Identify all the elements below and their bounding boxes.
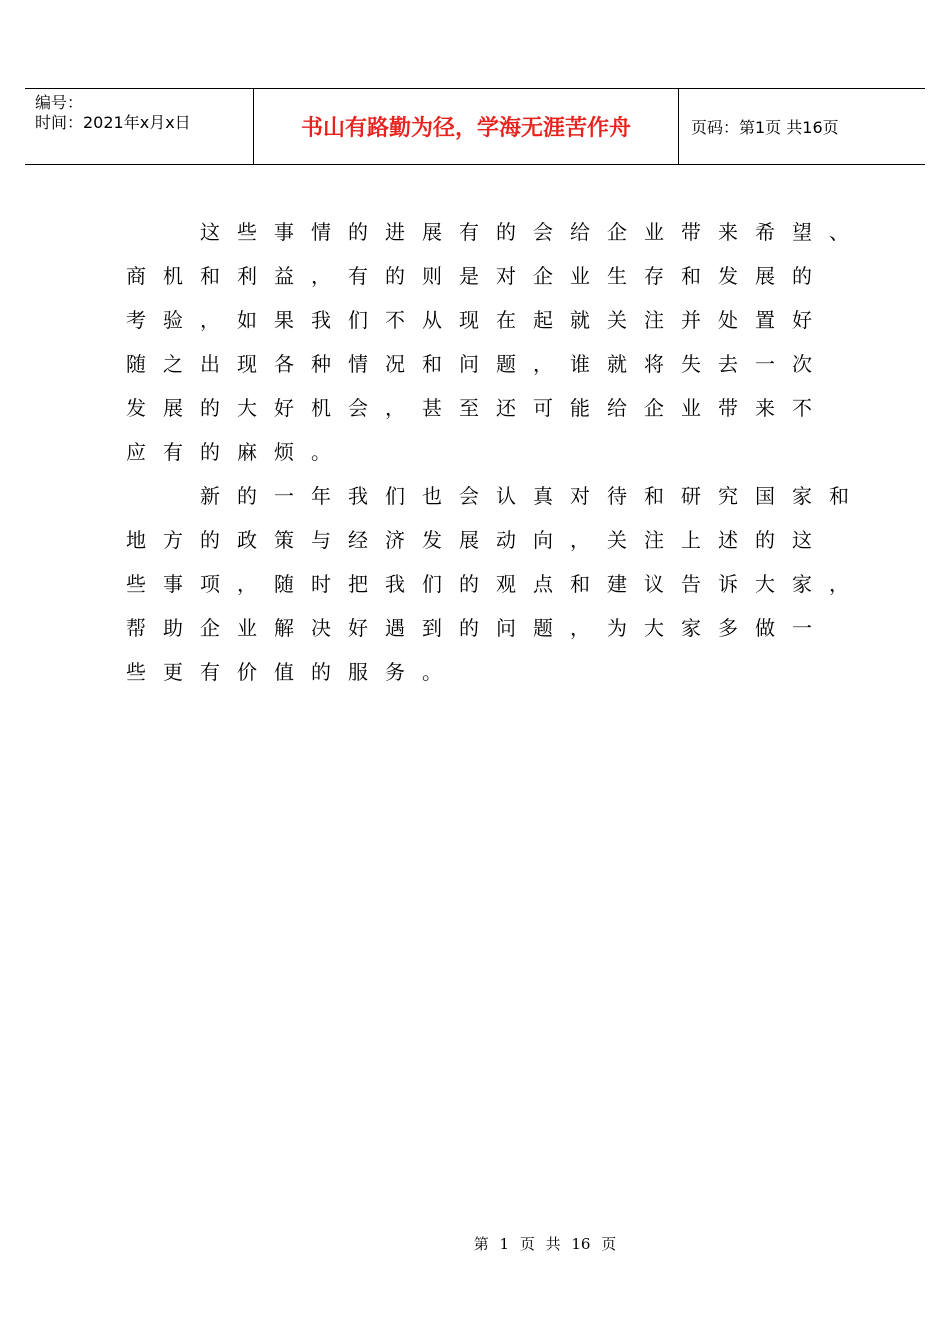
header-page-info xyxy=(679,89,925,164)
motto-text: 书山有路勤为径，学海无涯苦作舟 xyxy=(300,116,631,141)
body-line: 发展的大好机会，甚至还可能给企业带来不 xyxy=(126,396,829,420)
body-line: 些事项，随时把我们的观点和建议告诉大家， xyxy=(126,572,866,596)
header-motto xyxy=(254,89,679,164)
time-label: 时间：2021年x月x日 xyxy=(35,113,191,132)
body-line: 考验，如果我们不从现在起就关注并处置好 xyxy=(126,308,829,332)
body-line: 地方的政策与经济发展动向，关注上述的这 xyxy=(126,528,829,552)
page-info-text: 页码：第1页 共16页 xyxy=(691,118,839,137)
body-line: 帮助企业解决好遇到的问题，为大家多做一 xyxy=(126,616,829,640)
header-meta xyxy=(25,89,254,164)
page-footer xyxy=(0,1233,950,1254)
body-line: 新的一年我们也会认真对待和研究国家和 xyxy=(126,484,866,508)
document-body xyxy=(126,210,866,694)
body-line: 随之出现各种情况和问题，谁就将失去一次 xyxy=(126,352,829,376)
body-line: 些更有价值的服务。 xyxy=(126,660,459,684)
body-line: 这些事情的进展有的会给企业带来希望、 xyxy=(126,220,866,244)
serial-number-label: 编号： xyxy=(35,93,84,112)
document-header xyxy=(25,88,925,165)
body-line: 应有的麻烦。 xyxy=(126,440,348,464)
footer-page-number: 第 1 页 共 16 页 xyxy=(473,1235,617,1253)
body-line: 商机和利益，有的则是对企业生存和发展的 xyxy=(126,264,829,288)
